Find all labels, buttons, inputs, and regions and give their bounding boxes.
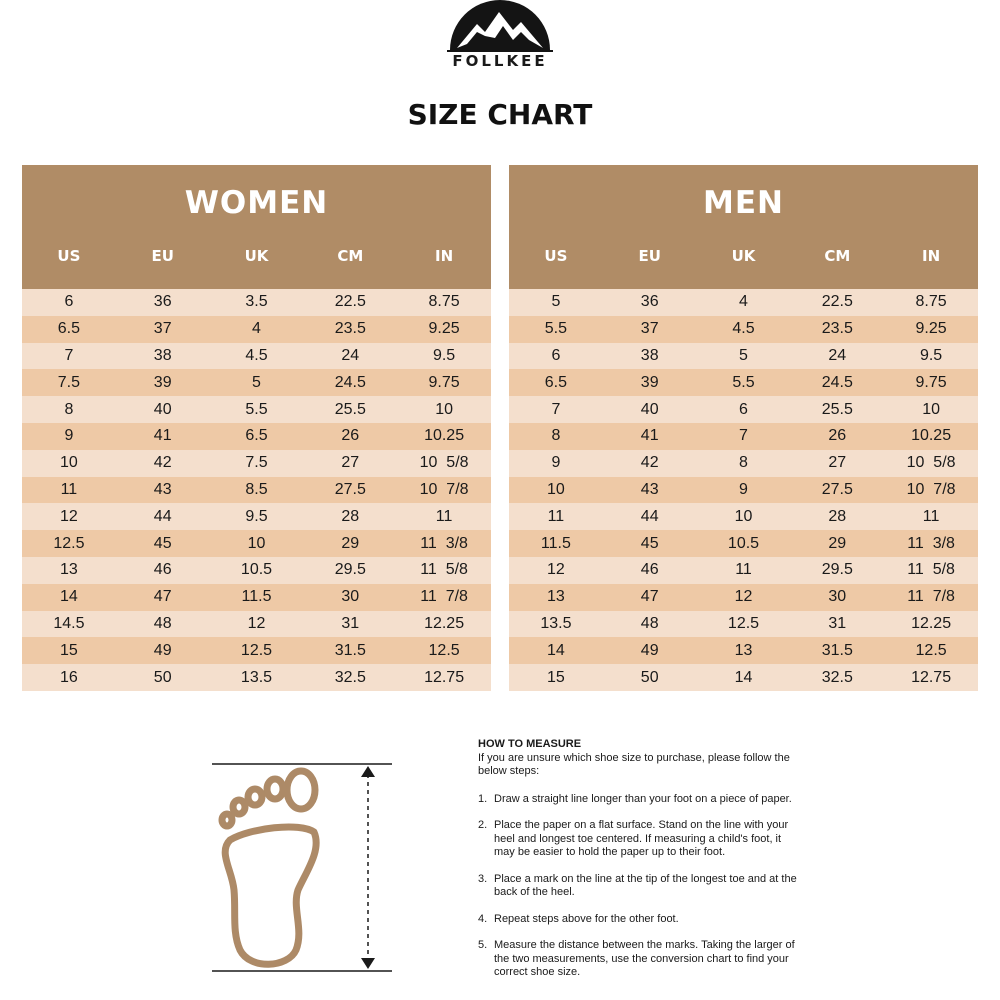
cell-uk: 4 — [739, 293, 748, 311]
table-row — [509, 584, 978, 611]
cell-eu: 38 — [153, 346, 172, 364]
how-to-measure-intro: If you are unsure which shoe size to purchase, please follow the below steps: — [478, 751, 790, 777]
cell-eu: 45 — [153, 534, 172, 552]
cell-cm: 23.5 — [821, 320, 853, 338]
table-row — [509, 664, 978, 691]
column-header-eu: EU — [638, 247, 661, 265]
table-row — [22, 611, 491, 638]
cell-us: 12.5 — [53, 534, 85, 552]
cell-in: 9.75 — [428, 373, 460, 391]
cell-in: 10 5/8 — [419, 454, 469, 472]
cell-eu: 43 — [153, 480, 172, 498]
cell-uk: 5 — [252, 373, 261, 391]
foot-outline-icon — [210, 760, 395, 975]
cell-in: 11 — [922, 507, 940, 525]
table-row — [509, 637, 978, 664]
cell-in: 11 3/8 — [420, 534, 468, 552]
cell-uk: 12.5 — [727, 614, 760, 632]
cell-cm: 32.5 — [821, 668, 853, 686]
cell-eu: 46 — [153, 561, 172, 579]
cell-in: 10 7/8 — [906, 480, 956, 498]
step-number: 1. — [478, 792, 488, 805]
how-to-measure-title: HOW TO MEASURE — [478, 738, 582, 750]
cell-in: 9.5 — [432, 346, 456, 364]
cell-in: 12.75 — [424, 668, 465, 686]
cell-us: 6 — [551, 346, 561, 364]
cell-uk: 7 — [739, 427, 748, 445]
cell-uk: 6 — [739, 400, 748, 418]
step-text: Place the paper on a flat surface. Stand on the line with your heel and longest toe centered. If measuring a child's foot, it may be easier to hold the paper up to their foot. — [494, 819, 789, 858]
cell-us: 16 — [60, 668, 78, 686]
table-row — [509, 289, 978, 316]
cell-cm: 28 — [341, 507, 360, 525]
cell-cm: 29 — [341, 534, 360, 552]
men-size-table — [509, 165, 978, 691]
cell-uk: 5.5 — [245, 400, 268, 418]
cell-in: 12.5 — [428, 641, 460, 659]
cell-cm: 27.5 — [821, 480, 853, 498]
cell-uk: 4.5 — [245, 346, 268, 364]
cell-uk: 5 — [739, 346, 748, 364]
cell-in: 11 7/8 — [420, 588, 468, 606]
column-header-eu: EU — [151, 247, 174, 265]
cell-eu: 41 — [153, 427, 172, 445]
measure-step — [478, 873, 808, 900]
cell-uk: 4 — [252, 320, 261, 338]
cell-us: 11.5 — [540, 534, 571, 552]
measure-step — [478, 913, 808, 927]
step-text: Measure the distance between the marks. Taking the larger of the two measurements, use the conversion chart to find your correct shoe size. — [494, 939, 795, 978]
cell-uk: 10 — [734, 507, 753, 525]
table-row — [509, 477, 978, 504]
column-header-uk: UK — [244, 247, 269, 265]
table-row — [22, 584, 491, 611]
cell-us: 8 — [551, 427, 561, 445]
cell-cm: 27 — [341, 454, 360, 472]
table-row — [509, 316, 978, 343]
cell-us: 13.5 — [540, 614, 572, 632]
measure-step — [478, 793, 808, 807]
cell-uk: 13.5 — [240, 668, 273, 686]
cell-in: 10.25 — [911, 427, 952, 445]
cell-in: 12.75 — [911, 668, 952, 686]
cell-us: 11 — [547, 507, 565, 525]
column-header-us: US — [544, 247, 568, 265]
cell-eu: 38 — [640, 346, 659, 364]
table-row — [509, 343, 978, 370]
table-row — [22, 664, 491, 691]
measure-step — [478, 819, 808, 860]
mountain-logo-icon — [447, 0, 553, 52]
foot-measure-illustration — [210, 760, 395, 975]
cell-in: 12.25 — [911, 614, 952, 632]
cell-eu: 40 — [640, 400, 659, 418]
table-row — [509, 557, 978, 584]
cell-us: 12 — [547, 561, 565, 579]
cell-uk: 12 — [247, 614, 266, 632]
cell-in: 10 — [922, 400, 940, 418]
cell-cm: 27.5 — [334, 480, 366, 498]
table-row — [22, 637, 491, 664]
cell-eu: 36 — [640, 293, 659, 311]
cell-in: 11 — [435, 507, 453, 525]
cell-cm: 27 — [828, 454, 847, 472]
table-row — [22, 316, 491, 343]
cell-cm: 29.5 — [821, 561, 853, 579]
cell-eu: 36 — [153, 293, 172, 311]
table-row — [22, 477, 491, 504]
column-header-in: IN — [922, 247, 941, 265]
cell-cm: 24.5 — [334, 373, 366, 391]
cell-uk: 8.5 — [245, 480, 268, 498]
cell-eu: 39 — [640, 373, 659, 391]
cell-us: 6 — [64, 293, 74, 311]
cell-eu: 39 — [153, 373, 172, 391]
column-header-cm: CM — [337, 247, 364, 265]
cell-eu: 49 — [640, 641, 659, 659]
cell-uk: 10 — [247, 534, 266, 552]
cell-us: 10 — [60, 454, 78, 472]
cell-uk: 9.5 — [245, 507, 268, 525]
cell-in: 10.25 — [424, 427, 465, 445]
cell-eu: 50 — [153, 668, 172, 686]
cell-cm: 24 — [341, 346, 360, 364]
step-text: Draw a straight line longer than your foot on a piece of paper. — [494, 792, 792, 805]
cell-eu: 37 — [640, 320, 659, 338]
cell-cm: 26 — [828, 427, 847, 445]
cell-us: 14 — [547, 641, 565, 659]
cell-in: 8.75 — [915, 293, 947, 311]
cell-uk: 8 — [739, 454, 748, 472]
step-number: 2. — [478, 819, 488, 831]
table-row — [22, 343, 491, 370]
cell-us: 11 — [60, 480, 78, 498]
cell-eu: 45 — [640, 534, 659, 552]
cell-us: 8 — [64, 400, 74, 418]
cell-in: 9.25 — [428, 320, 460, 338]
cell-uk: 4.5 — [732, 320, 755, 338]
cell-uk: 12 — [734, 588, 753, 606]
cell-eu: 42 — [153, 454, 172, 472]
cell-us: 9 — [64, 427, 74, 445]
cell-us: 9 — [551, 454, 561, 472]
table-row — [509, 503, 978, 530]
cell-cm: 26 — [341, 427, 360, 445]
cell-in: 11 3/8 — [907, 534, 955, 552]
cell-in: 10 5/8 — [906, 454, 956, 472]
cell-in: 10 7/8 — [419, 480, 469, 498]
cell-uk: 14 — [734, 668, 753, 686]
cell-cm: 31 — [828, 614, 847, 632]
cell-cm: 24.5 — [821, 373, 853, 391]
table-row — [22, 369, 491, 396]
cell-uk: 7.5 — [245, 454, 268, 472]
cell-us: 14.5 — [53, 614, 85, 632]
cell-in: 9.75 — [915, 373, 947, 391]
cell-cm: 28 — [828, 507, 847, 525]
cell-us: 12 — [60, 507, 78, 525]
column-header-uk: UK — [731, 247, 756, 265]
cell-uk: 11.5 — [241, 588, 272, 606]
cell-uk: 11 — [735, 561, 752, 579]
cell-eu: 44 — [153, 507, 172, 525]
step-number: 5. — [478, 939, 488, 951]
cell-cm: 22.5 — [334, 293, 366, 311]
column-header-us: US — [57, 247, 81, 265]
brand-name: FOLLKEE — [452, 52, 548, 70]
cell-cm: 31.5 — [821, 641, 853, 659]
table-row — [22, 450, 491, 477]
cell-in: 12.5 — [915, 641, 947, 659]
women-heading: WOMEN — [184, 185, 329, 221]
women-table-body — [22, 289, 491, 691]
cell-uk: 10.5 — [727, 534, 760, 552]
table-row — [509, 530, 978, 557]
table-row — [22, 503, 491, 530]
cell-eu: 42 — [640, 454, 659, 472]
cell-eu: 44 — [640, 507, 659, 525]
cell-us: 7.5 — [57, 373, 81, 391]
cell-cm: 30 — [341, 588, 360, 606]
cell-cm: 23.5 — [334, 320, 366, 338]
cell-us: 5 — [551, 293, 561, 311]
cell-us: 13 — [547, 588, 565, 606]
page-title: SIZE CHART — [407, 98, 593, 131]
cell-cm: 22.5 — [821, 293, 853, 311]
cell-cm: 30 — [828, 588, 847, 606]
table-row — [22, 396, 491, 423]
cell-cm: 31 — [341, 614, 360, 632]
step-text: Place a mark on the line at the tip of the longest toe and at the back of the heel. — [494, 872, 797, 898]
step-number: 4. — [478, 912, 488, 925]
cell-in: 9.25 — [915, 320, 947, 338]
column-header-cm: CM — [824, 247, 851, 265]
cell-eu: 48 — [640, 614, 659, 632]
table-row — [509, 369, 978, 396]
cell-us: 5.5 — [544, 320, 568, 338]
women-size-table — [22, 165, 491, 691]
women-table-header — [22, 165, 491, 289]
cell-eu: 49 — [153, 641, 172, 659]
cell-cm: 31.5 — [334, 641, 366, 659]
cell-uk: 13 — [734, 641, 753, 659]
cell-us: 15 — [547, 668, 565, 686]
cell-eu: 41 — [640, 427, 659, 445]
cell-cm: 25.5 — [334, 400, 366, 418]
cell-us: 6.5 — [57, 320, 81, 338]
cell-us: 7 — [64, 346, 74, 364]
cell-uk: 12.5 — [240, 641, 273, 659]
step-number: 3. — [478, 872, 488, 885]
cell-us: 6.5 — [544, 373, 568, 391]
cell-in: 11 7/8 — [907, 588, 955, 606]
cell-us: 7 — [551, 400, 561, 418]
cell-uk: 6.5 — [245, 427, 268, 445]
cell-in: 10 — [435, 400, 453, 418]
table-row — [509, 611, 978, 638]
cell-cm: 32.5 — [334, 668, 366, 686]
cell-in: 12.25 — [424, 614, 465, 632]
men-heading: MEN — [703, 185, 784, 221]
cell-eu: 43 — [640, 480, 659, 498]
cell-eu: 46 — [640, 561, 659, 579]
cell-eu: 47 — [640, 588, 659, 606]
cell-in: 9.5 — [919, 346, 943, 364]
cell-cm: 29 — [828, 534, 847, 552]
cell-eu: 48 — [153, 614, 172, 632]
cell-eu: 37 — [153, 320, 172, 338]
table-row — [22, 289, 491, 316]
men-table-header — [509, 165, 978, 289]
cell-us: 13 — [60, 561, 78, 579]
cell-in: 8.75 — [428, 293, 460, 311]
how-to-measure-section — [478, 738, 808, 993]
men-table-body — [509, 289, 978, 691]
cell-eu: 40 — [153, 400, 172, 418]
step-text: Repeat steps above for the other foot. — [494, 912, 679, 925]
cell-us: 14 — [60, 588, 78, 606]
cell-in: 11 5/8 — [420, 561, 468, 579]
table-row — [22, 557, 491, 584]
cell-cm: 25.5 — [821, 400, 853, 418]
cell-cm: 29.5 — [334, 561, 366, 579]
brand-logo — [0, 0, 1000, 80]
table-row — [22, 423, 491, 450]
table-row — [509, 423, 978, 450]
table-row — [509, 450, 978, 477]
column-header-in: IN — [435, 247, 454, 265]
table-row — [509, 396, 978, 423]
cell-eu: 50 — [640, 668, 659, 686]
measure-step — [478, 939, 808, 980]
cell-uk: 5.5 — [732, 373, 755, 391]
cell-us: 10 — [547, 480, 565, 498]
cell-in: 11 5/8 — [907, 561, 955, 579]
cell-cm: 24 — [828, 346, 847, 364]
table-row — [22, 530, 491, 557]
cell-uk: 10.5 — [240, 561, 273, 579]
cell-uk: 9 — [739, 480, 748, 498]
cell-uk: 3.5 — [245, 293, 268, 311]
cell-us: 15 — [60, 641, 78, 659]
cell-eu: 47 — [153, 588, 172, 606]
